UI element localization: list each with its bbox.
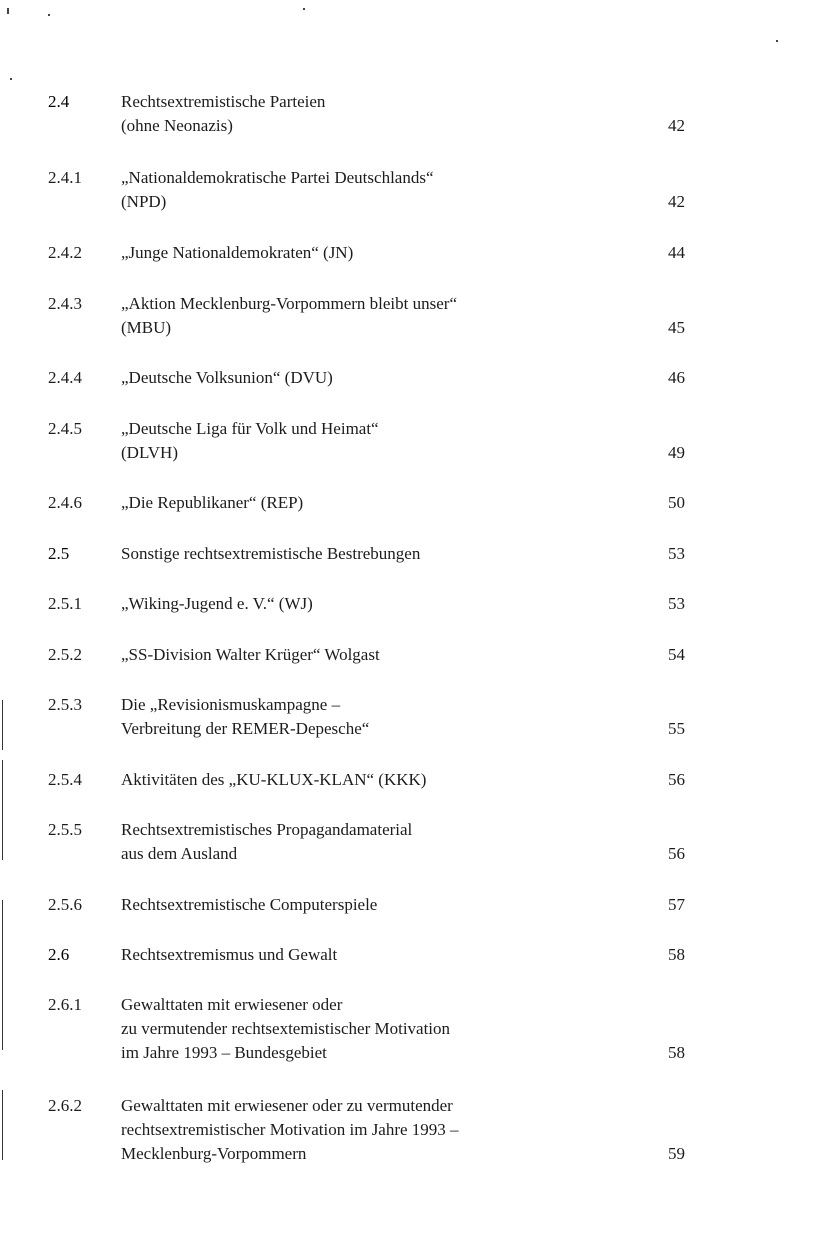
- section-number: 2.4.2: [48, 243, 82, 262]
- scan-edge-mark: [2, 900, 3, 1050]
- page-number: 45: [668, 318, 685, 337]
- page-number: 56: [668, 770, 685, 789]
- scan-speck: [776, 40, 778, 42]
- section-title: [121, 768, 641, 792]
- section-number: 2.5.6: [48, 895, 82, 914]
- scan-speck: [48, 14, 50, 16]
- title-line: Rechtsextremismus und Gewalt: [121, 945, 338, 964]
- section-number: 2.4.1: [48, 168, 82, 187]
- title-line: Die „Revisionismuskampagne –: [121, 695, 341, 714]
- section-number: 2.5.1: [48, 594, 82, 613]
- title-line: Rechtsextremistisches Propagandamaterial: [121, 820, 413, 839]
- page-number: 56: [668, 844, 685, 863]
- page-number: 46: [668, 368, 685, 387]
- section-title: [121, 1094, 641, 1166]
- page-number: 58: [668, 1043, 685, 1062]
- title-line: zu vermutender rechtsextemistischer Motivation: [121, 1019, 451, 1038]
- section-number: 2.6.2: [48, 1096, 82, 1115]
- title-line: im Jahre 1993 – Bundesgebiet: [121, 1043, 327, 1062]
- section-title: [121, 417, 641, 465]
- title-line: (ohne Neonazis): [121, 116, 233, 135]
- title-line: Sonstige rechtsextremistische Bestrebungen: [121, 544, 421, 563]
- title-line: Verbreitung der REMER-Depesche“: [121, 719, 370, 738]
- section-title: [121, 491, 641, 515]
- section-title: [121, 166, 641, 214]
- title-line: (DLVH): [121, 443, 178, 462]
- page-number: 42: [668, 192, 685, 211]
- section-title: [121, 818, 641, 866]
- page-number: 53: [668, 544, 685, 563]
- title-line: Rechtsextremistische Parteien: [121, 92, 326, 111]
- section-number: 2.6.1: [48, 995, 82, 1014]
- scan-speck: [303, 8, 305, 10]
- section-title: [121, 693, 641, 741]
- scan-edge-mark: [2, 700, 3, 750]
- page-number: 50: [668, 493, 685, 512]
- section-number: 2.4.5: [48, 419, 82, 438]
- section-number: 2.5.3: [48, 695, 82, 714]
- section-number: 2.4.6: [48, 493, 82, 512]
- section-title: [121, 893, 641, 917]
- title-line: Aktivitäten des „KU-KLUX-KLAN“ (KKK): [121, 770, 427, 789]
- title-line: Rechtsextremistische Computerspiele: [121, 895, 378, 914]
- title-line: (MBU): [121, 318, 172, 337]
- title-line: aus dem Ausland: [121, 844, 238, 863]
- section-title: [121, 542, 641, 566]
- title-line: Mecklenburg-Vorpommern: [121, 1144, 307, 1163]
- section-title: [121, 366, 641, 390]
- page-number: 59: [668, 1144, 685, 1163]
- scan-speck: [10, 78, 12, 80]
- page-number: 57: [668, 895, 685, 914]
- page-number: 53: [668, 594, 685, 613]
- section-number: 2.4.4: [48, 368, 82, 387]
- page-number: 42: [668, 116, 685, 135]
- page-number: 55: [668, 719, 685, 738]
- section-title: [121, 592, 641, 616]
- title-line: „Aktion Mecklenburg-Vorpommern bleibt unser“: [121, 294, 457, 313]
- title-line: (NPD): [121, 192, 167, 211]
- page-number: 44: [668, 243, 685, 262]
- title-line: rechtsextremistischer Motivation im Jahre 1993 –: [121, 1120, 459, 1139]
- section-title: [121, 943, 641, 967]
- title-line: „Deutsche Liga für Volk und Heimat“: [121, 419, 379, 438]
- title-line: „Deutsche Volksunion“ (DVU): [121, 368, 333, 387]
- section-number: 2.4.3: [48, 294, 82, 313]
- page-number: 54: [668, 645, 685, 664]
- title-line: „Junge Nationaldemokraten“ (JN): [121, 243, 354, 262]
- scan-edge-mark: [2, 760, 3, 860]
- section-number: 2.6: [48, 945, 70, 964]
- page-number: 49: [668, 443, 685, 462]
- scan-edge-mark: [2, 1090, 3, 1160]
- title-line: Gewalttaten mit erwiesener oder: [121, 995, 343, 1014]
- title-line: Gewalttaten mit erwiesener oder zu vermutender: [121, 1096, 453, 1115]
- scan-speck: [7, 8, 9, 14]
- section-title: [121, 993, 641, 1065]
- section-number: 2.5: [48, 544, 70, 563]
- section-title: [121, 292, 641, 340]
- title-line: „Die Republikaner“ (REP): [121, 493, 304, 512]
- section-title: [121, 241, 641, 265]
- section-title: [121, 90, 641, 138]
- title-line: „Nationaldemokratische Partei Deutschlands“: [121, 168, 434, 187]
- section-number: 2.4: [48, 92, 70, 111]
- section-number: 2.5.5: [48, 820, 82, 839]
- section-number: 2.5.2: [48, 645, 82, 664]
- section-number: 2.5.4: [48, 770, 82, 789]
- section-title: [121, 643, 641, 667]
- page-number: 58: [668, 945, 685, 964]
- title-line: „SS-Division Walter Krüger“ Wolgast: [121, 645, 380, 664]
- title-line: „Wiking-Jugend e. V.“ (WJ): [121, 594, 313, 613]
